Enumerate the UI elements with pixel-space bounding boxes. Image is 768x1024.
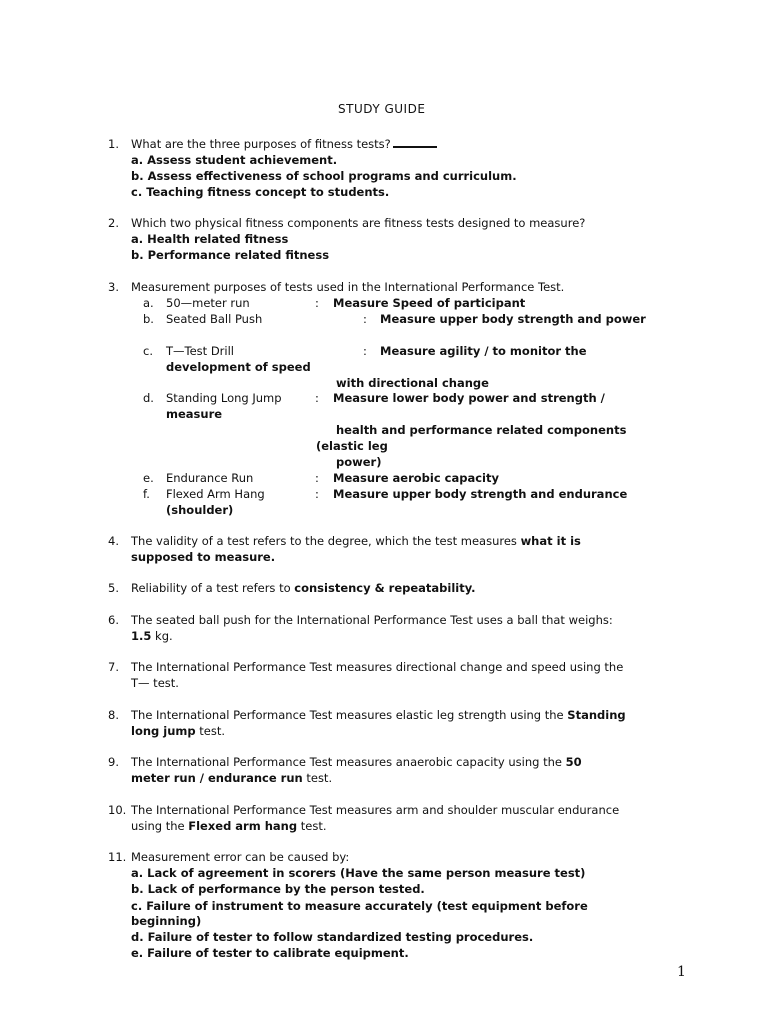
q3-item-d-test: Standing Long Jump <box>166 391 282 405</box>
q10-line-2: using the Flexed arm hang test. <box>131 819 327 833</box>
q9-text: The International Performance Test measures anaerobic capacity using the 50 <box>131 755 582 769</box>
q10-number: 10. <box>108 803 127 817</box>
q11-answer-d: d. Failure of tester to follow standardized testing procedures. <box>131 930 534 944</box>
q3-item-b-purpose: Measure upper body strength and power <box>380 312 646 326</box>
q1-answer-b: b. Assess effectiveness of school programs and curriculum. <box>131 169 517 183</box>
q3-item-d-purpose-line-4: (elastic leg <box>316 439 388 453</box>
q3-item-d-purpose-line-5: power) <box>336 455 382 469</box>
q5-text: Reliability of a test refers to consistency & repeatability. <box>131 581 476 595</box>
q3-item-f-letter: f. <box>143 487 150 501</box>
q1-number: 1. <box>108 137 119 151</box>
q4-number: 4. <box>108 534 119 548</box>
q3-item-e-purpose: Measure aerobic capacity <box>333 471 499 485</box>
q3-item-c-colon: : <box>363 344 367 358</box>
q11-number: 11. <box>108 850 127 864</box>
q10-answer: Flexed arm hang <box>188 819 298 833</box>
q11-answer-c: c. Failure of instrument to measure accurately (test equipment before <box>131 899 588 913</box>
q5-number: 5. <box>108 581 119 595</box>
q9-number: 9. <box>108 755 119 769</box>
q4-answer-part-2: supposed to measure. <box>131 550 276 564</box>
q3-number: 3. <box>108 280 119 294</box>
q3-question: Measurement purposes of tests used in the International Performance Test. <box>131 280 565 294</box>
q1-answer-blank <box>393 136 437 148</box>
page-number: 1 <box>677 964 686 980</box>
q6-unit: kg. <box>155 629 173 643</box>
q7-line-2: T— test. <box>131 676 179 690</box>
q3-item-c-purpose-line-3: with directional change <box>336 376 489 390</box>
q9-answer-part-2: meter run / endurance run <box>131 771 303 785</box>
q8-number: 8. <box>108 708 119 722</box>
q1-question: What are the three purposes of fitness tests? <box>131 136 437 152</box>
q9-answer-part-1: 50 <box>565 755 582 769</box>
q3-item-c-test: T—Test Drill <box>166 344 234 358</box>
q3-item-e-test: Endurance Run <box>166 471 254 485</box>
q6-number: 6. <box>108 613 119 627</box>
q3-item-f-purpose-line-1: Measure upper body strength and endurance <box>333 487 628 501</box>
page-title: STUDY GUIDE <box>338 102 426 116</box>
q3-item-c-purpose-line-1: Measure agility / to monitor the <box>380 344 587 358</box>
q9-line-2: meter run / endurance run test. <box>131 771 333 785</box>
q2-answer-b: b. Performance related fitness <box>131 248 330 262</box>
q3-item-f-test: Flexed Arm Hang <box>166 487 265 501</box>
q7-number: 7. <box>108 660 119 674</box>
q3-item-a-test: 50—meter run <box>166 296 250 310</box>
q3-item-a-purpose: Measure Speed of participant <box>333 296 526 310</box>
q3-item-d-purpose-line-2: measure <box>166 407 223 421</box>
q2-number: 2. <box>108 216 119 230</box>
q6-answer-line <box>131 628 173 644</box>
q2-answer-a: a. Health related fitness <box>131 232 289 246</box>
q6-text: The seated ball push for the International Performance Test uses a ball that weighs: <box>131 613 613 627</box>
q10-text: The International Performance Test measures arm and shoulder muscular endurance <box>131 803 620 817</box>
q3-item-d-letter: d. <box>143 391 154 405</box>
q3-item-d-purpose-line-1: Measure lower body power and strength / <box>333 391 605 405</box>
q3-item-c-purpose-line-2: development of speed <box>166 360 311 374</box>
q3-item-a-letter: a. <box>143 296 154 310</box>
q8-answer-part-2: long jump <box>131 724 196 738</box>
q1-answer-c: c. Teaching fitness concept to students. <box>131 185 390 199</box>
q11-answer-c-continued: beginning) <box>131 914 202 928</box>
q8-text: The International Performance Test measures elastic leg strength using the Standing <box>131 708 626 722</box>
q1-answer-a: a. Assess student achievement. <box>131 153 338 167</box>
q3-item-e-colon: : <box>315 471 319 485</box>
q11-answer-b: b. Lack of performance by the person tested. <box>131 882 425 896</box>
q3-item-f-colon: : <box>315 487 319 501</box>
q6-answer: 1.5 <box>131 629 152 643</box>
q4-answer-part-1: what it is <box>520 534 581 548</box>
q7-text: The International Performance Test measures directional change and speed using the <box>131 660 624 674</box>
q3-item-a-colon: : <box>315 296 319 310</box>
q3-item-e-letter: e. <box>143 471 154 485</box>
q4-text: The validity of a test refers to the degree, which the test measures what it is <box>131 534 581 548</box>
q3-item-d-colon: : <box>315 391 319 405</box>
q3-item-b-colon: : <box>363 312 367 326</box>
q3-item-f-purpose-line-2: (shoulder) <box>166 503 234 517</box>
q8-line-2: long jump test. <box>131 724 226 738</box>
q3-item-b-test: Seated Ball Push <box>166 312 263 326</box>
q5-answer: consistency & repeatability. <box>294 581 476 595</box>
q11-answer-e: e. Failure of tester to calibrate equipment. <box>131 946 409 960</box>
q3-item-b-letter: b. <box>143 312 154 326</box>
q3-item-d-purpose-line-3: health and performance related components <box>336 423 627 437</box>
q8-answer-part-1: Standing <box>567 708 626 722</box>
q11-answer-a: a. Lack of agreement in scorers (Have the same person measure test) <box>131 866 586 880</box>
q11-question: Measurement error can be caused by: <box>131 850 350 864</box>
q2-question: Which two physical fitness components are fitness tests designed to measure? <box>131 216 586 230</box>
q3-item-c-letter: c. <box>143 344 153 358</box>
